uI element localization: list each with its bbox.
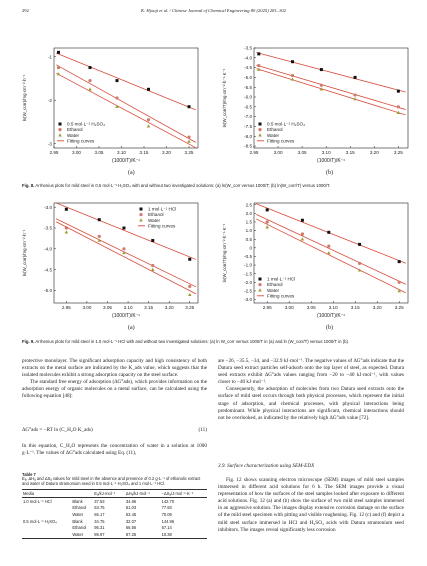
x-tick-label: 3.05 bbox=[94, 150, 104, 155]
legend-label: Water bbox=[148, 217, 161, 223]
data-point bbox=[116, 79, 119, 82]
data-point bbox=[398, 281, 401, 284]
data-point bbox=[122, 227, 125, 230]
y-tick-label: -8.5 bbox=[244, 143, 252, 149]
table-cell: 89.97 bbox=[93, 531, 125, 538]
figure-8b-chart bbox=[214, 42, 414, 170]
legend-label: Water bbox=[267, 287, 280, 293]
table-header-cell: Media bbox=[22, 489, 71, 497]
x-tick-label: 3.00 bbox=[273, 150, 283, 155]
right-paragraph-2: Consequently, the adsorption of molecules from two Datura seed extracts onto the surface of mild steel occurs through both physical processes, which represent the initial stage of adsorption, and chemical processes, with physical interactions being predominant. While physical interactions are significant, chemical interactions should not be overlooked, as indicated by the relatively high ΔG°ads value [72]. bbox=[218, 386, 404, 421]
legend-label: Ethanol bbox=[148, 212, 164, 218]
data-point bbox=[88, 79, 91, 82]
table-cell bbox=[22, 524, 71, 531]
data-point bbox=[301, 219, 304, 222]
x-tick-label: 3.10 bbox=[328, 305, 338, 310]
x-tick-label: 3.20 bbox=[372, 305, 382, 310]
y-tick-label: -6.0 bbox=[244, 94, 252, 100]
data-point bbox=[151, 268, 155, 271]
table-cell: 10.38 bbox=[161, 531, 207, 538]
data-point bbox=[327, 245, 330, 248]
y-tick-label: 2.0 bbox=[245, 210, 252, 216]
y-tick-label: -3.5 bbox=[44, 225, 52, 231]
legend-marker bbox=[58, 128, 61, 131]
legend-label: Fitting curves bbox=[67, 138, 95, 144]
table-7 bbox=[22, 472, 207, 539]
left-paragraph-1: protective monolayer. The significant adsorption capacity and high consistency of both extracts on the metal surface are indicated by the K_ads value, which suggests that the isolated molecules exhibit a strong adsorption capacity on the steel surface. bbox=[22, 358, 207, 379]
legend-marker bbox=[139, 213, 142, 216]
data-point bbox=[65, 230, 69, 233]
x-axis-label: (1000/T)/K⁻¹ bbox=[112, 313, 140, 319]
legend-marker bbox=[258, 128, 261, 131]
data-point bbox=[147, 124, 151, 127]
x-tick-label: 3.05 bbox=[297, 150, 307, 155]
legend-label: 1 mol·L⁻¹ HCl bbox=[148, 206, 177, 212]
table-row bbox=[22, 497, 207, 504]
x-tick-label: 3.20 bbox=[164, 305, 174, 310]
x-tick-label: 3.05 bbox=[306, 305, 316, 310]
legend-label: Water bbox=[67, 132, 80, 138]
data-point bbox=[354, 76, 357, 79]
table-caption: Eₐ, ΔHₐ and ΔSₐ values for mild steel in the absence and presence of 0.2 g·L⁻¹ of ethanolic extract and water of Datura stramonium seed in 0.5 mol·L⁻¹ H₂SO₄ and 1 mol·L⁻¹ HCl. bbox=[22, 476, 201, 486]
table-cell: 144.95 bbox=[161, 518, 175, 524]
data-point bbox=[151, 264, 154, 267]
equation-text: ΔG°ads = −RT ln (C_H₂O K_ads) bbox=[22, 427, 93, 433]
y-tick-label: -7.0 bbox=[244, 114, 252, 120]
y-tick-label: -4.5 bbox=[44, 267, 52, 273]
y-tick-label: -1.0 bbox=[244, 262, 252, 268]
data-point bbox=[265, 225, 269, 228]
data-point bbox=[301, 232, 304, 235]
legend-marker bbox=[139, 218, 143, 221]
fit-line bbox=[256, 204, 406, 263]
y-tick-label: -4.0 bbox=[244, 55, 252, 61]
legend-marker bbox=[258, 133, 262, 136]
figure-9b-chart bbox=[214, 197, 414, 325]
y-axis-label: ln(W_corr/T)/mg·cm⁻²·h⁻¹·K⁻¹ bbox=[222, 68, 227, 128]
y-tick-label: -1.5 bbox=[244, 271, 252, 277]
data-point bbox=[187, 140, 191, 143]
data-point bbox=[147, 88, 150, 91]
journal-citation: K. Hjouji et al. / Chinese Journal of Chemical Engineering 80 (2025) 281–302 bbox=[141, 8, 286, 13]
data-point bbox=[257, 64, 260, 67]
y-tick-label: -1 bbox=[47, 54, 52, 60]
data-point bbox=[398, 260, 401, 263]
y-tick-label: 0.5 bbox=[245, 236, 252, 242]
y-axis-label: ln(W_corr)/mg·cm⁻²·h⁻¹ bbox=[22, 74, 27, 122]
table-header-cell: ΔHₐ/kJ·mol⁻¹ bbox=[125, 489, 161, 497]
legend-marker bbox=[140, 208, 143, 211]
x-tick-label: 2.95 bbox=[61, 305, 71, 310]
table-header-cell: Eₐ/kJ·mol⁻¹ bbox=[93, 489, 125, 497]
legend-label: Fitting curves bbox=[148, 223, 176, 229]
table-cell: Ethanol bbox=[72, 525, 87, 531]
equation-number: (11) bbox=[198, 427, 207, 433]
x-tick-label: 3.00 bbox=[82, 305, 92, 310]
x-axis-label: (1000/T)/K⁻¹ bbox=[112, 158, 140, 164]
table-cell: 66.56 bbox=[125, 525, 137, 531]
data-point bbox=[257, 52, 260, 55]
data-point bbox=[188, 105, 191, 108]
data-point bbox=[151, 239, 154, 242]
table-title: Table 7 bbox=[22, 472, 36, 477]
x-tick-label: 3.10 bbox=[321, 150, 331, 155]
table-header-cell bbox=[71, 489, 93, 497]
figure-8b-sublabel: (b) bbox=[326, 170, 333, 176]
data-point bbox=[57, 51, 60, 54]
table-header-cell: −ΔSₐ/J·mol⁻¹·K⁻¹ bbox=[161, 489, 207, 497]
y-tick-label: -2 bbox=[47, 97, 52, 103]
figure-9-caption-text: Arrhenius plots for mild steel in 1.0 mol·L⁻¹ HCl with and without two investigated solutions: (a) ln W_corr versus 1000/T in (a) and ln (W_corr/T) versus 1000/T in (b). bbox=[35, 339, 350, 344]
table-row bbox=[22, 524, 207, 531]
table-cell: 87.25 bbox=[125, 531, 161, 538]
right-column bbox=[218, 358, 404, 422]
data-table bbox=[22, 489, 207, 539]
y-tick-label: -5.5 bbox=[244, 84, 252, 90]
table-cell: 70.09 bbox=[161, 511, 172, 517]
fit-line bbox=[256, 214, 406, 284]
table-cell: 37.53 bbox=[94, 498, 105, 504]
x-tick-label: 3.25 bbox=[184, 150, 194, 155]
data-point bbox=[98, 235, 101, 238]
fit-line bbox=[256, 53, 405, 93]
legend-label: Ethanol bbox=[267, 282, 283, 288]
table-cell: 0.5 mol·L⁻¹ H₂SO₄ bbox=[23, 518, 57, 524]
x-tick-label: 3.15 bbox=[139, 150, 149, 155]
data-point bbox=[397, 105, 400, 108]
y-axis-label: ln(W_corr/T)/mg·cm⁻²·h⁻¹·K⁻¹ bbox=[222, 223, 227, 283]
table-cell: Blank bbox=[72, 498, 83, 504]
table-row bbox=[22, 505, 207, 512]
data-point bbox=[327, 251, 331, 254]
table-cell: 34.75 bbox=[94, 518, 105, 524]
y-tick-label: -6.5 bbox=[244, 104, 252, 110]
figure-8-caption-text: Arrhenius plots for mild steel in 0.5 mol·L⁻¹ H₂SO₄ with and without two investigated solutions: (a) ln(W_corr versus 1000/T; (b) ln(W_corr/T) versus 1000/T. bbox=[35, 183, 331, 188]
data-point bbox=[320, 68, 323, 71]
y-tick-label: -0.5 bbox=[244, 254, 252, 260]
table-cell bbox=[22, 511, 71, 518]
fit-line bbox=[56, 222, 196, 294]
y-tick-label: -5.0 bbox=[244, 75, 252, 81]
legend-marker bbox=[258, 283, 261, 286]
figure-9a-chart bbox=[14, 197, 204, 325]
table-cell: 63.45 bbox=[125, 511, 137, 517]
y-tick-label: -3.0 bbox=[244, 297, 252, 303]
y-tick-label: -8.0 bbox=[244, 133, 252, 139]
right-column-continued bbox=[218, 477, 404, 534]
x-tick-label: 3.00 bbox=[284, 305, 294, 310]
y-tick-label: 2.5 bbox=[245, 202, 252, 208]
table-cell: 61.03 bbox=[125, 505, 137, 511]
x-tick-label: 3.25 bbox=[393, 150, 403, 155]
legend-marker bbox=[58, 133, 62, 136]
legend-label: 1 mol·L⁻¹ HCl bbox=[267, 276, 296, 282]
data-point bbox=[57, 66, 60, 69]
figure-8-label: Fig. 8. bbox=[22, 183, 35, 188]
figure-8-caption bbox=[22, 183, 405, 188]
table-cell: 34.86 bbox=[125, 498, 137, 504]
table-cell: Blank bbox=[72, 518, 83, 524]
data-point bbox=[147, 118, 150, 121]
table-cell: 95.31 bbox=[94, 525, 105, 531]
x-axis-label: (1000/T)/K⁻¹ bbox=[317, 158, 345, 164]
legend-label: Water bbox=[267, 132, 280, 138]
y-tick-label: 0 bbox=[249, 245, 252, 251]
table-cell: 32.07 bbox=[125, 518, 137, 524]
data-point bbox=[65, 208, 68, 211]
y-tick-label: -4.5 bbox=[244, 65, 252, 71]
table-row bbox=[22, 511, 207, 518]
page-number: 292 bbox=[22, 8, 29, 13]
page-header bbox=[0, 8, 427, 18]
x-tick-label: 3.15 bbox=[350, 305, 360, 310]
x-tick-label: 3.20 bbox=[369, 150, 379, 155]
data-point bbox=[89, 66, 92, 69]
y-tick-label: -2.0 bbox=[244, 279, 252, 285]
x-tick-label: 3.10 bbox=[123, 305, 133, 310]
data-point bbox=[291, 60, 294, 63]
table-cell: Water bbox=[72, 511, 84, 517]
fit-line bbox=[56, 53, 196, 110]
fit-line bbox=[56, 219, 196, 287]
legend-label: Fitting curves bbox=[267, 293, 295, 299]
figure-9-label: Fig. 9. bbox=[22, 339, 35, 344]
equation-11 bbox=[22, 427, 207, 434]
legend-label: Ethanol bbox=[67, 127, 83, 133]
legend-marker bbox=[258, 288, 262, 291]
table-cell: 57.14 bbox=[161, 525, 172, 531]
data-point bbox=[115, 96, 118, 99]
figure-8a-chart bbox=[14, 42, 204, 170]
x-tick-label: 3.10 bbox=[117, 150, 126, 155]
x-tick-label: 3.15 bbox=[345, 150, 355, 155]
fit-line bbox=[256, 69, 405, 115]
legend-marker bbox=[59, 123, 62, 126]
section-heading: 3.9. Surface characterization using SEM-EDX bbox=[218, 463, 315, 469]
data-point bbox=[327, 231, 330, 234]
data-point bbox=[358, 243, 361, 246]
x-tick-label: 3.05 bbox=[103, 305, 112, 310]
y-tick-label: 1.5 bbox=[245, 219, 252, 225]
data-point bbox=[266, 208, 269, 211]
y-tick-label: -4.0 bbox=[44, 246, 52, 252]
figure-9a-sublabel: (a) bbox=[128, 325, 135, 331]
x-tick-label: 3.20 bbox=[162, 150, 171, 155]
right-paragraph-3: Fig. 12 shows scanning electron microscope (SEM) images of mild steel samples immersed in different acid solutions for 6 h. The SEM images provide a visual representation of how the surfaces of the steel samples looked after exposure to different acid solutions. Fig. 12 (a) and (b) show the surface of two mild steel samples immersed in an aggressive solution. The images display extensive corrosion damage on the surface of the mild steel specimen with pitting and visible roughening. Fig. 12 (c) and (f) depict a mild steel surface immersed in HCl and H₂SO₄ acids with Datura stramonium seed inhibitors. The images reveal significantly less corrosion bbox=[218, 477, 404, 533]
table-cell: 142.70 bbox=[161, 498, 175, 504]
y-axis-label: ln(W_corr)/mg·cm⁻²·h⁻¹ bbox=[22, 229, 27, 277]
y-tick-label: -3 bbox=[47, 141, 52, 147]
figure-9-caption bbox=[22, 339, 405, 344]
data-point bbox=[397, 90, 400, 93]
x-tick-label: 2.95 bbox=[49, 150, 59, 155]
x-tick-label: 2.95 bbox=[249, 150, 259, 155]
data-point bbox=[188, 285, 191, 288]
y-tick-label: -3.5 bbox=[244, 45, 252, 51]
table-cell: 63.75 bbox=[94, 505, 105, 511]
data-point bbox=[122, 247, 125, 250]
legend-label: 0.5 mol·L⁻¹ H₂SO₄ bbox=[267, 121, 305, 127]
x-axis-label: (1000/T)/K⁻¹ bbox=[317, 313, 345, 319]
table-header-row bbox=[22, 489, 207, 497]
data-point bbox=[98, 218, 101, 221]
figure-8a-sublabel: (a) bbox=[128, 170, 135, 176]
data-point bbox=[188, 258, 191, 261]
x-tick-label: 3.15 bbox=[144, 305, 154, 310]
left-column bbox=[22, 358, 207, 401]
data-point bbox=[266, 220, 269, 223]
x-tick-label: 3.25 bbox=[185, 305, 195, 310]
data-point bbox=[187, 136, 190, 139]
data-point bbox=[188, 293, 192, 296]
table-cell: Water bbox=[71, 531, 93, 538]
data-point bbox=[353, 93, 356, 96]
y-tick-label: -7.5 bbox=[244, 124, 252, 130]
table-cell: 66.17 bbox=[94, 511, 105, 517]
legend-marker bbox=[259, 123, 262, 126]
fit-line bbox=[256, 65, 405, 109]
x-tick-label: 2.95 bbox=[262, 305, 272, 310]
y-tick-label: -2.5 bbox=[244, 288, 252, 294]
left-paragraph-3: In this equation, C_H₂O represents the concentration of water in a solution at 1000 g·L⁻¹. The values of ΔG°ads calculated using Eq. (11), bbox=[22, 443, 207, 457]
data-point bbox=[88, 87, 92, 90]
data-point bbox=[358, 262, 361, 265]
table-cell: Ethanol bbox=[72, 505, 87, 511]
legend-marker bbox=[259, 278, 262, 281]
left-column-continued bbox=[22, 443, 207, 457]
data-point bbox=[301, 237, 305, 240]
table-cell: 77.93 bbox=[161, 505, 172, 511]
y-tick-label: -5.0 bbox=[44, 288, 52, 294]
figure-9b-sublabel: (b) bbox=[326, 325, 333, 331]
data-point bbox=[358, 268, 362, 271]
x-tick-label: 3.00 bbox=[72, 150, 81, 155]
table-row bbox=[22, 518, 207, 525]
y-tick-label: -3.0 bbox=[44, 204, 52, 210]
table-row bbox=[22, 531, 207, 538]
table-cell: 1.0 mol·L⁻¹ HCl bbox=[23, 498, 52, 504]
y-tick-label: 1.0 bbox=[245, 228, 252, 234]
left-paragraph-2: The standard free energy of adsorption (ΔG°ads), which provides information on the adsorption energy of organic molecules on a metal surface, can be calculated using the following equation [48]: bbox=[22, 379, 207, 400]
legend-label: Ethanol bbox=[267, 127, 283, 133]
table-cell bbox=[22, 531, 71, 538]
legend-label: Fitting curves bbox=[267, 138, 295, 144]
data-point bbox=[320, 84, 323, 87]
right-paragraph-1: are −26, −35.5, −34, and −32.9 kJ·mol⁻¹. The negative values of ΔG°ads indicate that the Datura seed extract particles self-adsorb onto the top layer of steel, as expected. Datura seed extracts exhibit ΔG°ads values ranging from −20 to −40 kJ·mol⁻¹, with values closer to −40 kJ·mol⁻¹. bbox=[218, 358, 404, 386]
table-cell bbox=[22, 505, 71, 512]
x-tick-label: 3.25 bbox=[394, 305, 404, 310]
legend-label: 0.5 mol·L⁻¹ H₂SO₄ bbox=[67, 121, 105, 127]
data-point bbox=[291, 74, 294, 77]
